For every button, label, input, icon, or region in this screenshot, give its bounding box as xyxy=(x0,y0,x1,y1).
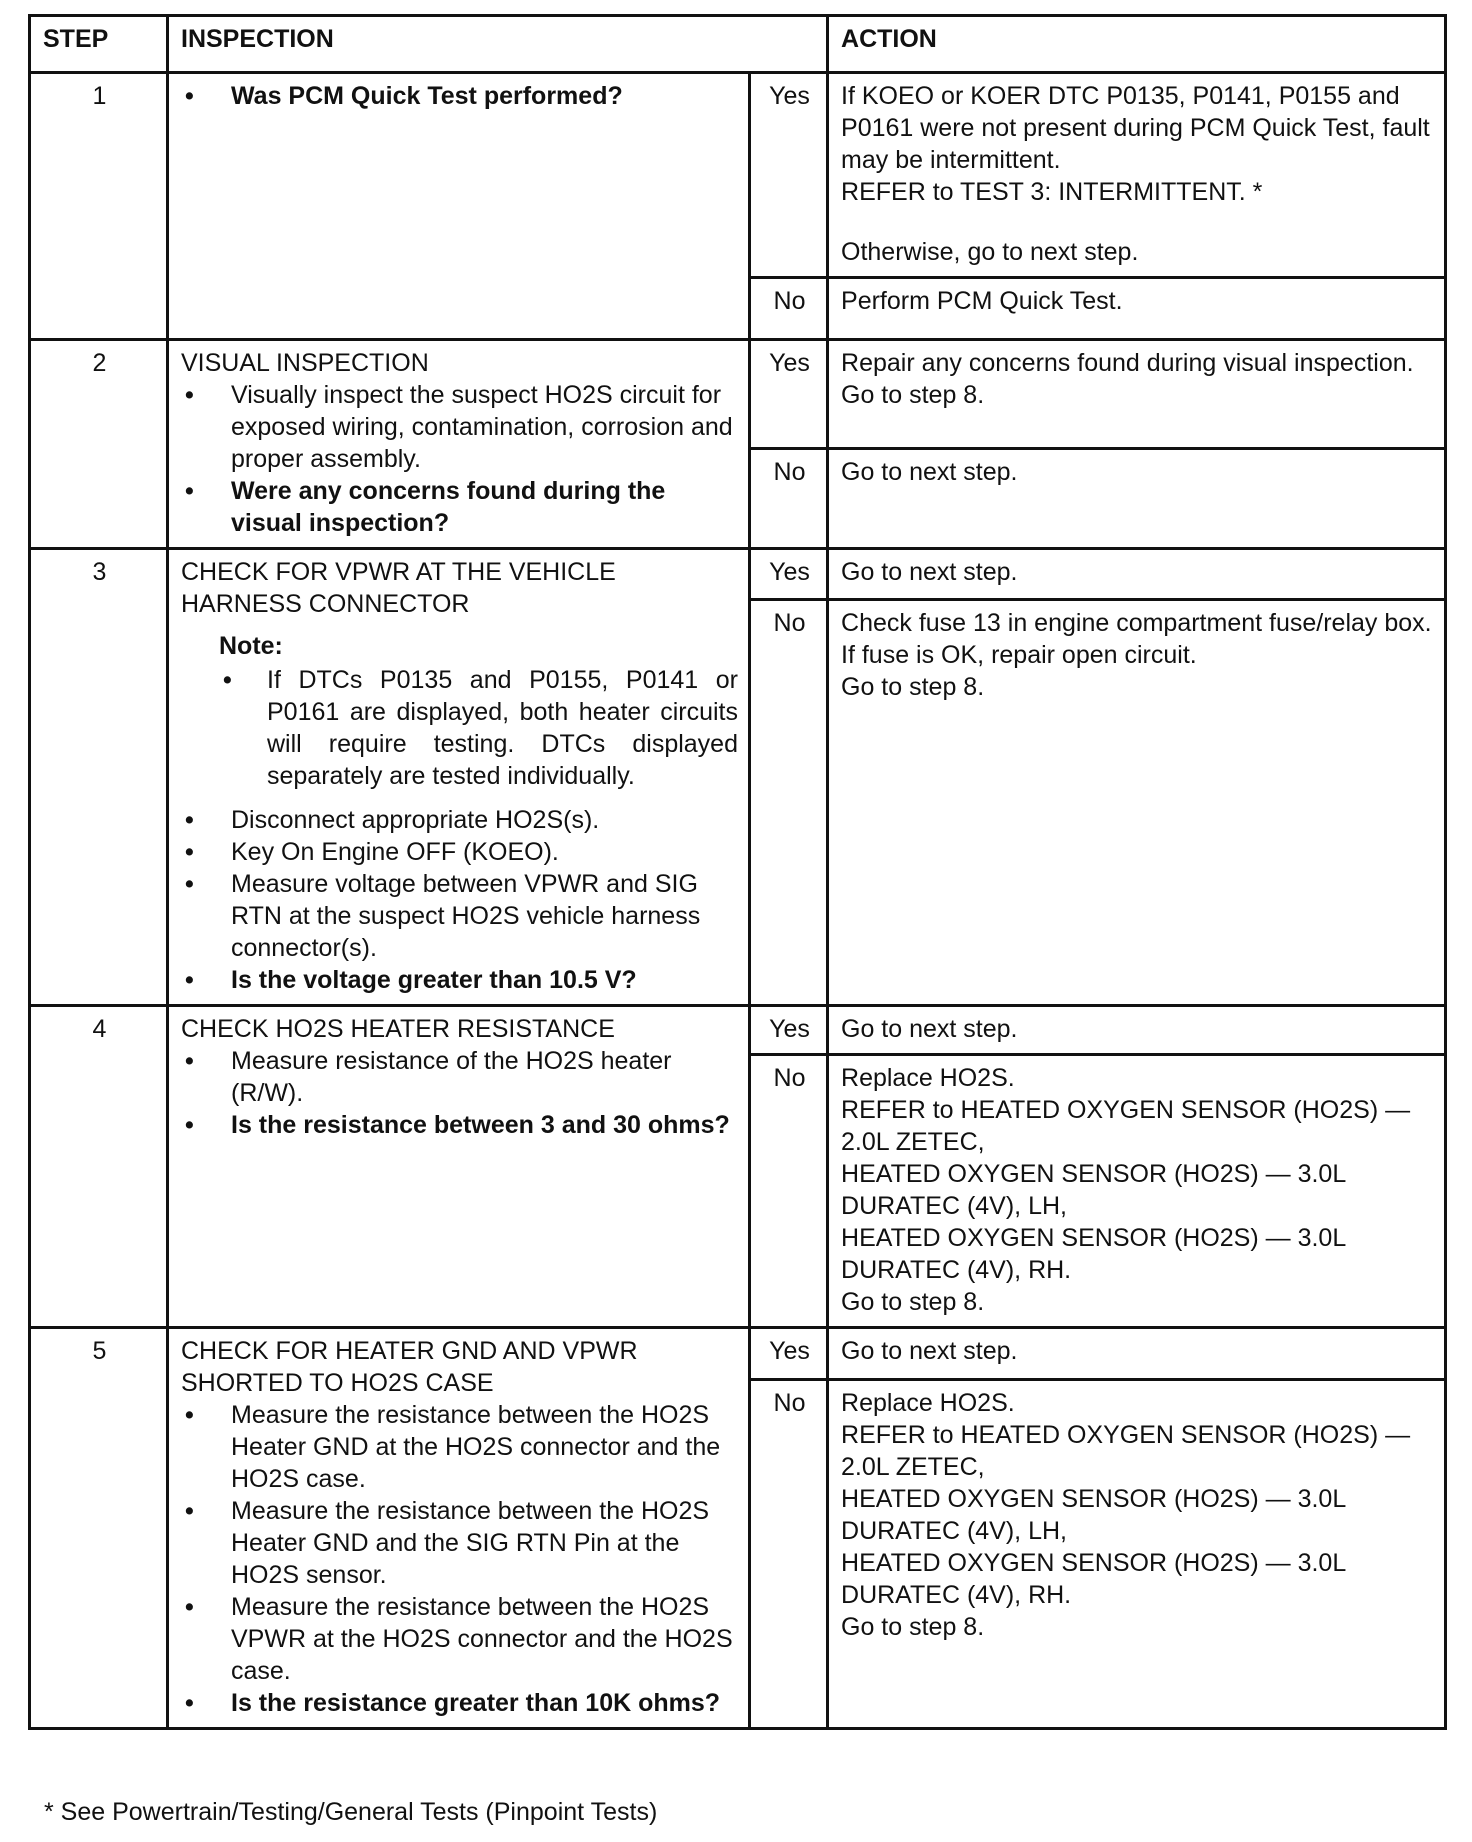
yes-label: Yes xyxy=(750,549,828,600)
inspection-bullet: • Measure resistance of the HO2S heater (R/W). xyxy=(181,1045,738,1109)
action-line: Repair any concerns found during visual inspection. xyxy=(841,349,1414,377)
no-action xyxy=(828,600,1446,1006)
inspection-bullet: • Measure voltage between VPWR and SIG RTN at the suspect HO2S vehicle harness connector(s). xyxy=(181,868,738,964)
step-number: 1 xyxy=(30,73,168,340)
inspection-question: • Was PCM Quick Test performed? xyxy=(181,80,738,112)
no-label: No xyxy=(750,1055,828,1328)
action-line: Otherwise, go to next step. xyxy=(841,238,1139,266)
action-line: HEATED OXYGEN SENSOR (HO2S) — 3.0L DURATEC (4V), RH. xyxy=(841,1224,1346,1284)
action-line: Go to step 8. xyxy=(841,1288,985,1316)
step-number: 4 xyxy=(30,1006,168,1328)
note-block xyxy=(219,630,738,792)
inspection-bullet: • Visually inspect the suspect HO2S circuit for exposed wiring, contamination, corrosion and proper assembly. xyxy=(181,379,738,475)
step-number: 3 xyxy=(30,549,168,1006)
action-line: Perform PCM Quick Test. xyxy=(841,287,1123,315)
inspection-cell xyxy=(168,1328,750,1729)
table-row xyxy=(30,549,1446,600)
action-line: HEATED OXYGEN SENSOR (HO2S) — 3.0L DURATEC (4V), LH, xyxy=(841,1160,1346,1220)
action-line: REFER to TEST 3: INTERMITTENT. * xyxy=(841,178,1263,206)
table-row xyxy=(30,73,1446,278)
yes-label: Yes xyxy=(750,1328,828,1380)
action-line: Replace HO2S. xyxy=(841,1064,1015,1092)
action-line: If fuse is OK, repair open circuit. xyxy=(841,641,1197,670)
inspection-bullets xyxy=(181,80,738,112)
action-line xyxy=(841,208,1434,236)
action-line: Go to step 8. xyxy=(841,1612,985,1641)
action-line: REFER to HEATED OXYGEN SENSOR (HO2S) — 2.0L ZETEC, xyxy=(841,1096,1411,1156)
yes-label: Yes xyxy=(750,73,828,278)
step-number: 2 xyxy=(30,340,168,549)
no-label: No xyxy=(750,278,828,340)
yes-action xyxy=(828,1328,1446,1380)
note-label: Note: xyxy=(219,632,283,660)
action-line: Go to next step. xyxy=(841,1337,1018,1365)
action-line: Go to next step. xyxy=(841,558,1018,586)
inspection-bullets xyxy=(181,1399,738,1719)
yes-action xyxy=(828,73,1446,278)
action-line: HEATED OXYGEN SENSOR (HO2S) — 3.0L DURATEC (4V), RH. xyxy=(841,1548,1346,1609)
inspection-cell xyxy=(168,1006,750,1328)
no-action xyxy=(828,448,1446,548)
step-column-header: STEP xyxy=(30,16,168,73)
inspection-cell xyxy=(168,549,750,1006)
inspection-cell xyxy=(168,340,750,549)
inspection-column-header: INSPECTION xyxy=(168,16,828,73)
yes-action xyxy=(828,1006,1446,1055)
inspection-bullet: • Measure the resistance between the HO2S Heater GND and the SIG RTN Pin at the HO2S sensor. xyxy=(181,1495,738,1591)
action-line: Check fuse 13 in engine compartment fuse/relay box. xyxy=(841,609,1432,638)
inspection-bullets xyxy=(181,804,738,996)
yes-label: Yes xyxy=(750,340,828,449)
action-line: REFER to HEATED OXYGEN SENSOR (HO2S) — 2.0L ZETEC, xyxy=(841,1420,1411,1481)
step-number: 5 xyxy=(30,1328,168,1729)
action-line: HEATED OXYGEN SENSOR (HO2S) — 3.0L DURATEC (4V), LH, xyxy=(841,1484,1346,1545)
action-line: Go to step 8. xyxy=(841,673,985,702)
inspection-bullet: • Measure the resistance between the HO2S Heater GND at the HO2S connector and the HO2S case. xyxy=(181,1399,738,1495)
action-line: Go to step 8. xyxy=(841,381,985,409)
inspection-question: • Is the resistance greater than 10K ohms? xyxy=(181,1687,738,1719)
action-line: Go to next step. xyxy=(841,1015,1018,1043)
action-line: If KOEO or KOER DTC P0135, P0141, P0155 and P0161 were not present during PCM Quick Test, fault may be intermittent. xyxy=(841,82,1430,174)
no-label: No xyxy=(750,448,828,548)
table-row xyxy=(30,340,1446,449)
table-row xyxy=(30,1006,1446,1055)
inspection-bullet: • Key On Engine OFF (KOEO). xyxy=(181,836,738,868)
no-label: No xyxy=(750,1379,828,1728)
inspection-bullets xyxy=(181,1045,738,1141)
inspection-cell xyxy=(168,73,750,340)
inspection-question: • Is the resistance between 3 and 30 ohms? xyxy=(181,1109,738,1141)
diagnostic-table xyxy=(28,14,1447,1730)
inspection-title: CHECK HO2S HEATER RESISTANCE xyxy=(181,1015,615,1043)
yes-action xyxy=(828,549,1446,600)
inspection-title: VISUAL INSPECTION xyxy=(181,349,429,377)
inspection-title: CHECK FOR HEATER GND AND VPWR SHORTED TO HO2S CASE xyxy=(181,1337,638,1397)
table-header-row xyxy=(30,16,1446,73)
note-item: • If DTCs P0135 and P0155, P0141 or P0161 are displayed, both heater circuits will require testing. DTCs displayed separately are tested individually. xyxy=(219,664,738,792)
yes-label: Yes xyxy=(750,1006,828,1055)
action-line: Go to next step. xyxy=(841,457,1018,486)
no-action xyxy=(828,278,1446,340)
action-line: Replace HO2S. xyxy=(841,1388,1015,1417)
action-column-header: ACTION xyxy=(828,16,1446,73)
footnote: * See Powertrain/Testing/General Tests (Pinpoint Tests) xyxy=(44,1798,658,1826)
inspection-bullet: • Disconnect appropriate HO2S(s). xyxy=(181,804,738,836)
no-label: No xyxy=(750,600,828,1006)
no-action xyxy=(828,1055,1446,1328)
table-row xyxy=(30,1328,1446,1380)
inspection-title: CHECK FOR VPWR AT THE VEHICLE HARNESS CONNECTOR xyxy=(181,558,616,618)
inspection-bullet: • Measure the resistance between the HO2S VPWR at the HO2S connector and the HO2S case. xyxy=(181,1591,738,1687)
inspection-bullets xyxy=(181,379,738,539)
no-action xyxy=(828,1379,1446,1728)
inspection-question: • Is the voltage greater than 10.5 V? xyxy=(181,964,738,996)
inspection-question: • Were any concerns found during the visual inspection? xyxy=(181,475,738,539)
yes-action xyxy=(828,340,1446,449)
